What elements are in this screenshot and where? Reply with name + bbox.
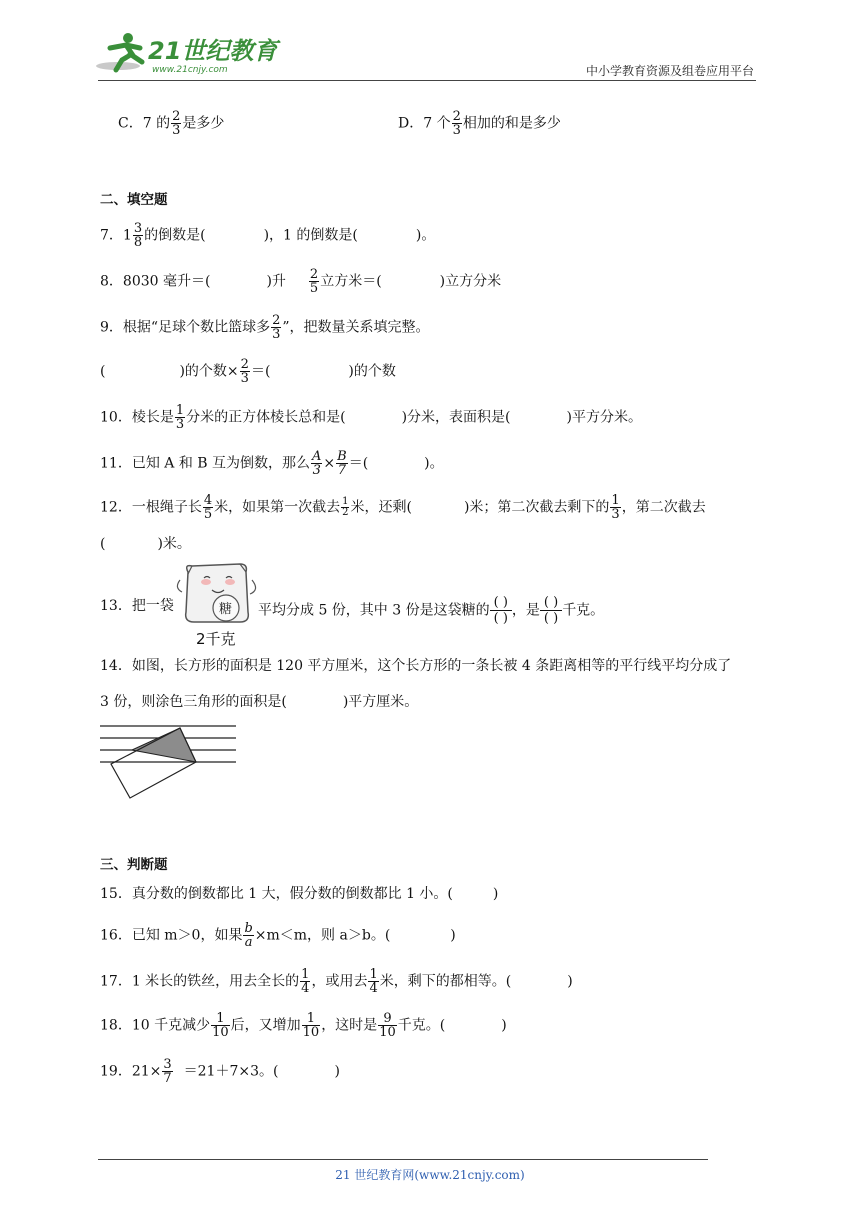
question-7: 7．1 $\frac{3}{8}$ 的倒数是( )，1 的倒数是( )。 <box>100 221 436 250</box>
question-12: 12．一根绳子长 $\frac{4}{5}$ 米，如果第一次截去 $\frac{1}{2}$ 米，还剩( )米；第二次截去剩下的 $\frac{1}{3}$ ，第二次截去 <box>100 493 706 522</box>
question-13-start: 13．把一袋 <box>100 598 174 614</box>
question-9: 9．根据“足球个数比篮球多 $\frac{2}{3}$ ”，把数量关系填完整。 <box>100 313 430 342</box>
question-19: 19．21× $\frac{3}{7}$ ＝21＋7×3。( ) <box>100 1057 340 1086</box>
option-d: D．7 个 $\frac{2}{3}$ 相加的和是多少 <box>398 109 561 138</box>
runner-logo-icon <box>92 28 278 78</box>
section-heading-fill-in: 二、填空题 <box>100 192 168 208</box>
question-17: 17．1 米长的铁丝，用去全长的 $\frac{1}{4}$ ，或用去 $\frac{1}{4}$ 米，剩下的都相等。( ) <box>100 967 573 996</box>
question-16: 16．已知 m＞0，如果 $\frac{b}{a}$ ×m＜m，则 a＞b。( ) <box>100 921 456 950</box>
question-18: 18．10 千克减少 $\frac{1}{10}$ 后，又增加 $\frac{1}{10}$ ，这时是 $\frac{9}{10}$ 千克。( ) <box>100 1011 507 1040</box>
site-logo <box>92 28 278 78</box>
question-9-line-2: ( )的个数× $\frac{2}{3}$ ＝( )的个数 <box>100 357 396 386</box>
question-11: 11．已知 A 和 B 互为倒数，那么 $\frac{A}{3}$ × $\frac{B}{7}$ ＝( )。 <box>100 449 444 478</box>
question-14-line-2: 3 份，则涂色三角形的面积是( )平方厘米。 <box>100 694 419 710</box>
candy-bag-icon <box>176 560 258 630</box>
section-heading-judgement: 三、判断题 <box>100 857 168 873</box>
question-12-line-2: ( )米。 <box>100 536 191 552</box>
footer-site-link[interactable]: 21 世纪教育网(www.21cnjy.com) <box>335 1168 525 1182</box>
svg-text:21世纪教育: 21世纪教育 <box>148 37 278 65</box>
question-10: 10．棱长是 $\frac{1}{3}$ 分米的正方体棱长总和是( )分米，表面积是( )平方分米。 <box>100 403 642 432</box>
option-c: C．7 的 $\frac{2}{3}$ 是多少 <box>118 109 225 138</box>
question-15: 15．真分数的倒数都比 1 大，假分数的倒数都比 1 小。( ) <box>100 886 499 902</box>
header-divider <box>98 80 756 81</box>
question-8: 8．8030 毫升＝( )升 $\frac{2}{5}$ 立方米＝( )立方分米 <box>100 267 502 296</box>
rectangle-figure <box>96 716 240 800</box>
question-14: 14．如图，长方形的面积是 120 平方厘米，这个长方形的一条长被 4 条距离相等的平行线平均分成了 <box>100 658 732 674</box>
footer-divider <box>98 1159 708 1160</box>
svg-text:糖: 糖 <box>219 602 233 617</box>
candy-bag-weight: 2千克 <box>196 630 236 648</box>
svg-text:www.21cnjy.com: www.21cnjy.com <box>152 65 228 75</box>
question-13: 平均分成 5 份，其中 3 份是这袋糖的 $\frac{( )}{( )}$ ，是 $\frac{( )}{( )}$ 千克。 <box>258 595 605 626</box>
platform-name: 中小学教育资源及组卷应用平台 <box>585 64 754 78</box>
parallel-lines-triangle-diagram <box>96 716 240 800</box>
